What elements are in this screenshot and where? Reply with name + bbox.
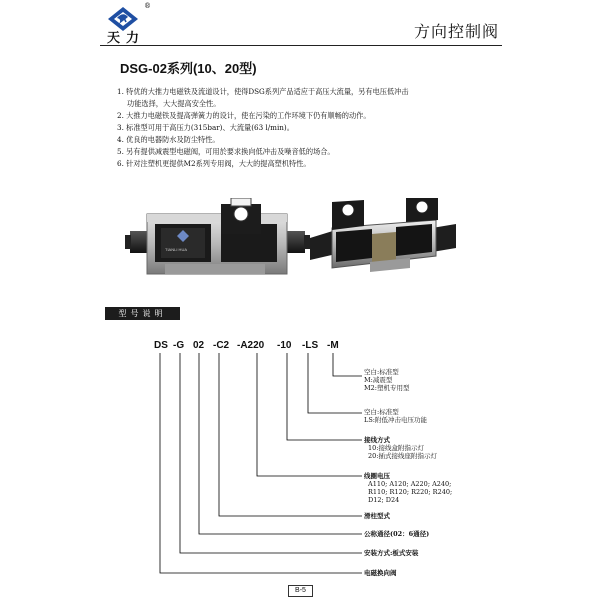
feature-item: 3. 标准型可用于高压力(315bar)、大流量(63 l/min)。	[117, 123, 294, 132]
feature-item: 6. 针对注塑机更提供M2系列专用阀，大大的提高塑机特性。	[117, 159, 311, 168]
code-10: -10	[277, 340, 292, 351]
code-ds: DS	[154, 340, 168, 351]
m-option-desc	[364, 368, 409, 392]
ls-option-low-shock: LS:附低冲击电压功能	[364, 416, 427, 424]
voltage-line: R110; R120; R220; R240;	[368, 488, 453, 496]
spool-desc: 滑柱型式	[364, 512, 390, 520]
voltage-desc	[364, 472, 452, 504]
feature-item: 2. 大推力电磁铁及提高弹簧力的设计，使在污染的工作环境下仍有顺畅的动作。	[117, 111, 371, 120]
wiring-option: 20:插式接线座附指示灯	[368, 452, 437, 460]
brand-name: 天力	[107, 31, 146, 46]
mounting-desc: 安装方式:板式安装	[364, 549, 419, 557]
wiring-title: 接线方式	[364, 436, 390, 444]
m-option-damped: M:减震型	[364, 376, 393, 384]
feature-item: 1. 特优的大推力电磁铁及流道设计，使得DSG系列产品适应于高压大流量，另有电压低冲击	[117, 87, 409, 96]
feature-item: 功能选择，大大提高安全性。	[127, 99, 221, 108]
voltage-line: A110; A120; A220; A240;	[368, 480, 452, 488]
voltage-line: D12; D24	[368, 496, 400, 504]
page-number: B-5	[288, 585, 313, 597]
ls-option-desc	[364, 408, 427, 424]
m-option-standard: 空白:标准型	[364, 368, 399, 376]
ls-option-standard: 空白:标准型	[364, 408, 399, 416]
wiring-option: 10:接线盒附指示灯	[368, 444, 424, 452]
code-a220: -A220	[237, 340, 265, 351]
code-02: 02	[193, 340, 205, 351]
voltage-title: 线圈电压	[364, 472, 390, 480]
model-section-label: 型号说明	[105, 307, 180, 320]
feature-item: 5. 另有提供减震型电磁阀，可用於要求换向低冲击及噪音低的场合。	[117, 147, 335, 156]
wiring-desc	[364, 436, 437, 460]
type-desc: 电磁换向阀	[364, 569, 397, 577]
code-g: -G	[173, 340, 185, 351]
code-c2: -C2	[213, 340, 230, 351]
size-desc: 公称通径(02：6通径)	[364, 530, 430, 538]
section-title: 方向控制阀	[414, 22, 500, 41]
registered-mark: ®	[144, 2, 151, 10]
m-option-m2: M2:塑机专用型	[364, 384, 410, 392]
product-title: DSG-02系列(10、20型)	[120, 61, 257, 76]
nameplate-text: TIANLI HUA	[165, 247, 188, 252]
feature-item: 4. 优良的电器防水及防尘特性。	[117, 135, 220, 144]
code-m: -M	[327, 340, 339, 351]
code-ls: -LS	[302, 340, 319, 351]
